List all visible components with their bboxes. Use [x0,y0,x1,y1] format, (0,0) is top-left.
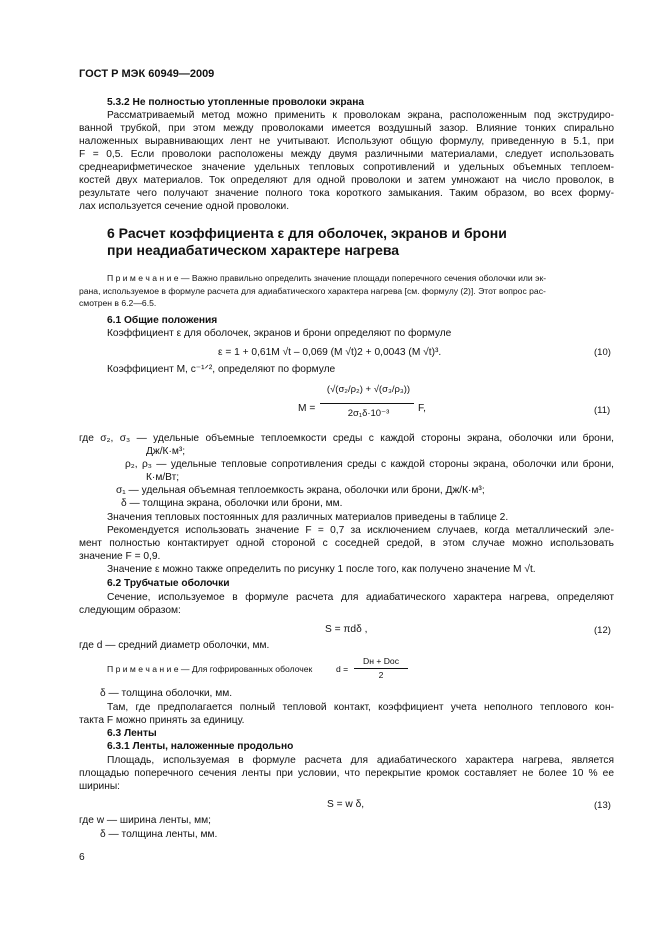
paragraph-line: Площадь, используемая в формуле расчета для адиабатического характера нагрева, является [107,755,614,766]
note-text: Для гофрированных оболочек [189,664,313,674]
paragraph-line: Коэффициент ε для оболочек, экранов и брони определяют по формуле [107,328,452,339]
paragraph-line: лах используется сечение одной проволоки. [79,201,290,212]
document-header: ГОСТ Р МЭК 60949—2009 [79,68,215,80]
where-delta: δ — толщина экрана, оболочки или брони, мм. [121,498,343,509]
where-sigma-2-3: где σ₂, σ₃ — удельные объемные теплоемкости среды с каждой стороны экрана, оболочки или брони, [79,433,614,444]
section-6-1-title: 6.1 Общие положения [107,315,218,326]
section-6-3-1-title: 6.3.1 Ленты, наложенные продольно [107,741,294,752]
note-lead: П р и м е ч а н и е — [107,664,190,674]
note-lead: П р и м е ч а н и е — [107,273,190,283]
formula-11-lhs: M = [298,403,316,414]
note-line: рана, используемое в формуле расчета для адиабатического характера нагрева [см. формулу (2)]. Этот вопрос рас- [79,286,546,296]
note-line: смотрен в 6.2—6.5. [79,298,157,308]
paragraph-line: мент полностью контактирует одной стороной с соседней средой, в этом случае можно использовать [79,538,614,549]
note-text: Важно правильно определить значение площади поперечного сечения оболочки или эк- [189,273,547,283]
paragraph-line: значение F = 0,9. [79,551,161,562]
paragraph-line: Значения тепловых постоянных для различных материалов приведены в таблице 2. [107,512,509,523]
where-d: где d — средний диаметр оболочки, мм. [79,640,270,651]
paragraph-line: Рассматриваемый метод можно применить к проволокам экрана, расположенным под экструдиро- [107,110,614,121]
section-5-3-2-title: 5.3.2 Не полностью утопленные проволоки экрана [107,97,365,108]
formula-13: S = w δ, [327,799,365,810]
formula-10: ε = 1 + 0,61M √t – 0,069 (M √t)2 + 0,0043 (M √t)³. [218,347,442,358]
fraction-bar [320,403,414,404]
paragraph-line: ширины: [79,781,120,792]
paragraph-line: F = 0,5. Если проволоки расположены между двумя различными материалами, следует использовать [79,149,614,160]
paragraph-line: результате чего получают значение полного тока короткого замыкания. Таким образом, во всех форму- [79,188,614,199]
section-6-title: 6 Расчет коэффициента ε для оболочек, экранов и брони [107,225,507,241]
paragraph-line: Коэффициент M, с⁻¹ᐟ², определяют по формуле [107,364,336,375]
paragraph-line: костей двух материалов. Ток определяют для одной проволоки и затем умножают на число проволок, в [79,175,614,186]
section-6-3-title: 6.3 Ленты [107,728,157,739]
formula-11-numerator: (√(σ₂/ρ₂) + √(σ₃/ρ₃)) [326,384,411,395]
section-6-title-cont: при неадиабатическом характере нагрева [107,242,400,258]
formula-11-number: (11) [594,405,611,416]
formula-10-number: (10) [594,347,611,358]
paragraph-line: следующим образом: [79,605,181,616]
fraction-bar [354,668,408,669]
formula-12: S = πdδ , [325,624,368,635]
where-rho-2-3: ρ₂, ρ₃ — удельные тепловые сопротивления среды с каждой стороны экрана, оболочки или брони, [125,459,614,470]
paragraph-line: Рекомендуется использовать значение F = 0,7 за исключением случаев, когда металлический эле- [107,525,614,536]
paragraph-line: наложенных выравнивающих лент не учитывают. Используют общую формулу, приведенную в 5.1, при [79,136,614,147]
where-delta: δ — толщина ленты, мм. [100,829,218,840]
where-w: где w — ширина ленты, мм; [79,815,211,826]
paragraph-line: среднеарифметическое значение удельных тепловых сопротивлений и удельных объемных теплоем- [79,162,614,173]
formula-11-rhs: F, [418,403,426,414]
note-formula-numerator: Dн + Dос [362,656,400,666]
note-formula-denominator: 2 [378,670,384,680]
formula-11-denominator: 2σ₁δ·10⁻³ [347,408,390,419]
paragraph-line: такта F можно принять за единицу. [79,715,245,726]
where-delta: δ — толщина оболочки, мм. [100,688,233,699]
paragraph-line: ванной трубкой, при этом между проволоками имеется воздушный зазор. Влияние тонких спирально [79,123,614,134]
paragraph-line: Сечение, используемое в формуле расчета для адиабатического характера нагрева, определяют [107,592,614,603]
where-sigma-1: σ₁ — удельная объемная теплоемкость экрана, оболочки или брони, Дж/К·м³; [116,485,485,496]
paragraph-line: площадью поперечного сечения ленты при условии, что перекрытие кромок составляет не более 10 % ее [79,768,614,779]
formula-13-number: (13) [594,800,611,811]
paragraph-line: Значение ε можно также определить по рисунку 1 после того, как получено значение M √t. [107,564,536,575]
where-units: Дж/К·м³; [146,446,186,457]
formula-12-number: (12) [594,625,611,636]
page-number: 6 [79,852,85,863]
paragraph-line: Там, где предполагается полный тепловой контакт, коэффициент учета неполного теплового кон- [107,702,614,713]
section-6-2-title: 6.2 Трубчатые оболочки [107,578,230,589]
where-units: К·м/Вт; [146,472,180,483]
note-formula-lhs: d = [336,664,349,674]
